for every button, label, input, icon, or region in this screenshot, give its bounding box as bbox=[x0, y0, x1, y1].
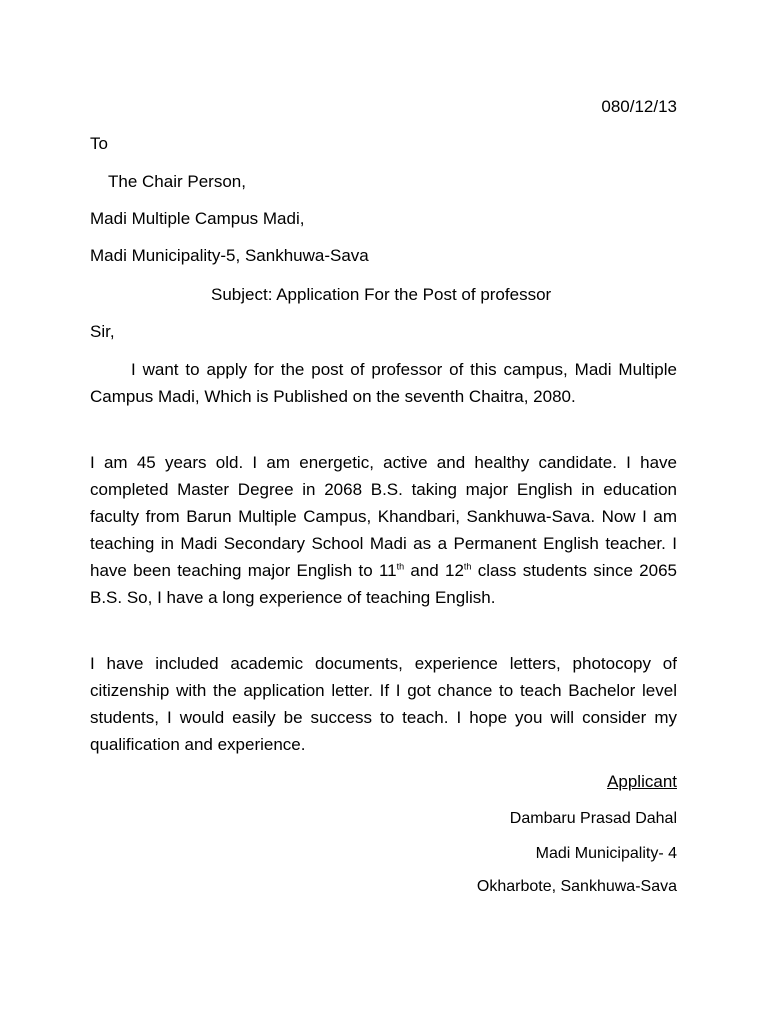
recipient-title: The Chair Person, bbox=[108, 172, 246, 191]
applicant-address-2: Okharbote, Sankhuwa-Sava bbox=[476, 878, 677, 895]
recipient-address: Madi Municipality-5, Sankhuwa-Sava bbox=[90, 246, 369, 265]
recipient-to: To bbox=[90, 134, 108, 153]
body-paragraph-2-part-2: and 12 bbox=[404, 561, 464, 580]
letter-subject: Subject: Application For the Post of professor bbox=[211, 285, 552, 304]
ordinal-suffix-1: th bbox=[396, 561, 405, 572]
body-paragraph-2-part-3: class students since 2065 B.S. So, I have a long experience of teaching English. bbox=[90, 561, 677, 607]
applicant-label: Applicant bbox=[607, 772, 677, 791]
applicant-name: Dambaru Prasad Dahal bbox=[509, 810, 677, 827]
body-paragraph-1: I want to apply for the post of professor of this campus, Madi Multiple Campus Madi, Which is Published on the seventh Chaitra, 2080. bbox=[90, 360, 677, 406]
letter-date: 080/12/13 bbox=[601, 97, 677, 116]
ordinal-suffix-2: th bbox=[463, 561, 472, 572]
body-paragraph-3: I have included academic documents, experience letters, photocopy of citizenship with the application letter. If I got chance to teach Bachelor level students, I would easily be success to teach. I hope you will consider my qualification and experience. bbox=[90, 654, 677, 754]
recipient-institution: Madi Multiple Campus Madi, bbox=[90, 209, 305, 228]
body-paragraph-2 bbox=[90, 449, 677, 611]
applicant-address-1: Madi Municipality- 4 bbox=[535, 845, 677, 862]
letter-salutation: Sir, bbox=[90, 322, 115, 341]
body-paragraph-2-part-1: I am 45 years old. I am energetic, active and healthy candidate. I have completed Master Degree in 2068 B.S. taking major English in education faculty from Barun Multiple Campus, Khandbari, Sankhuwa-Sava. Now I am teaching in Madi Secondary School Madi as a Permanent English teacher. I have been teaching major English to 11 bbox=[90, 453, 677, 580]
